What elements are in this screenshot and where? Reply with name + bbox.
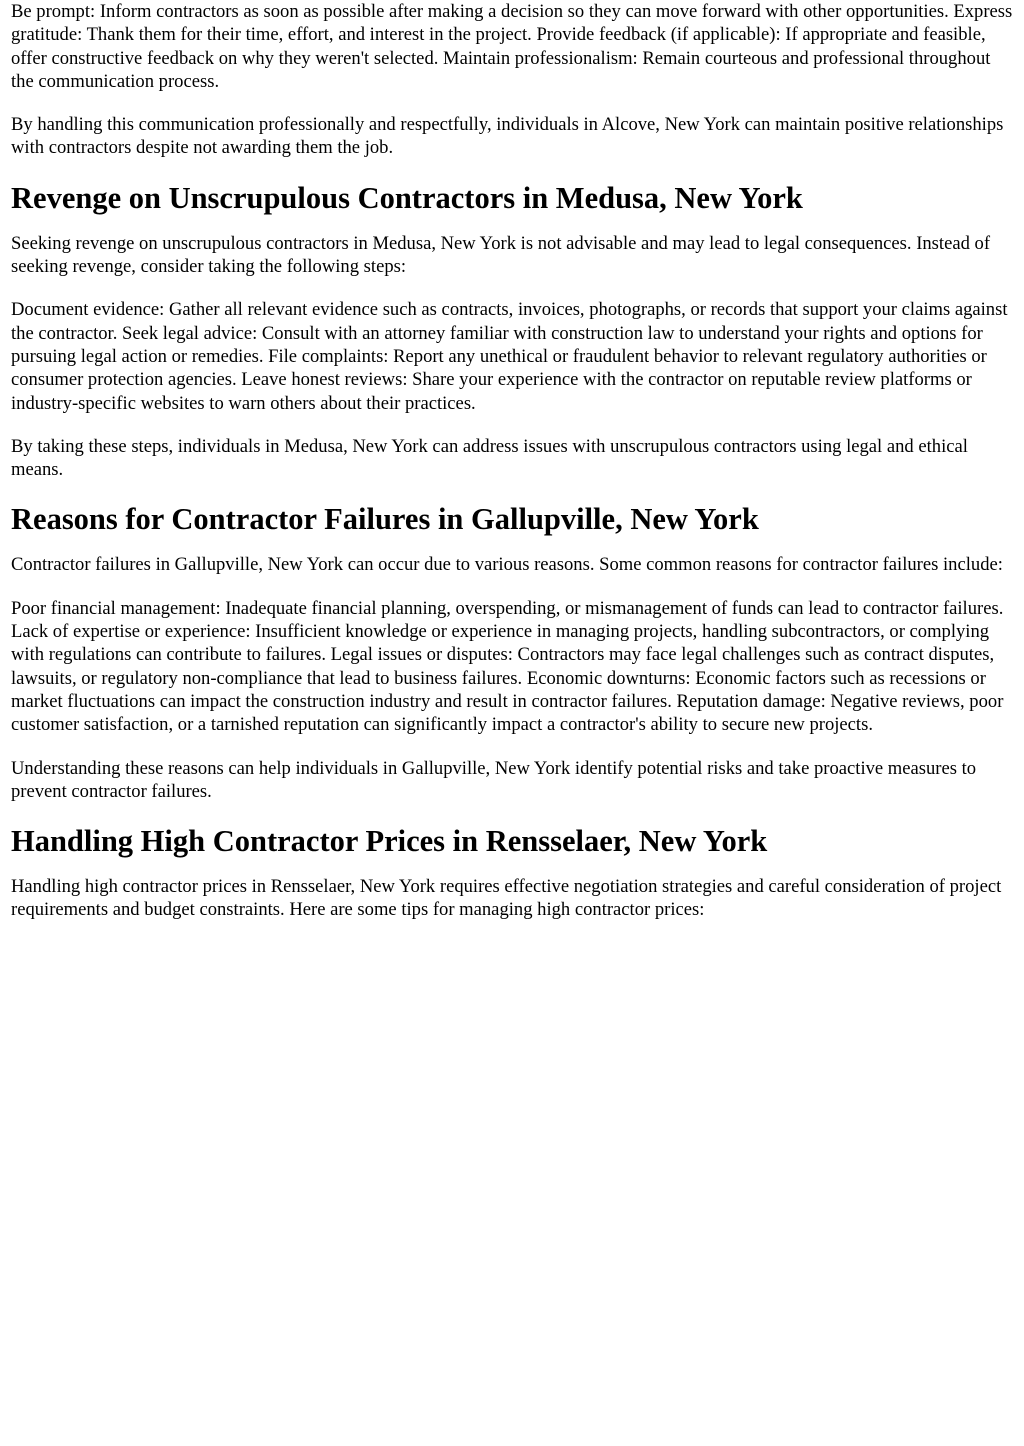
paragraph: Contractor failures in Gallupville, New York can occur due to various reasons. Some common reasons for contractor failures include: <box>11 554 1003 576</box>
paragraph: Poor financial management: Inadequate financial planning, overspending, or mismanagement of funds can lead to contractor failures. Lack of expertise or experience: Insufficient knowledge or experience in managing projects, handling subcontractors, or complying with regulations can contribute to failures. Legal issues or disputes: Contractors may face legal challenges such as contract disputes, lawsuits, or regulatory non-compliance that lead to business failures. Economic downturns: Economic factors such as recessions or market fluctuations can impact the construction industry and result in contractor failures. Reputation damage: Negative reviews, poor customer satisfaction, or a tarnished reputation can significantly impact a contractor's ability to secure new projects. <box>11 597 1004 736</box>
section-heading: Revenge on Unscrupulous Contractors in Medusa, New York <box>11 180 803 215</box>
paragraph: Be prompt: Inform contractors as soon as possible after making a decision so they can move forward with other opportunities. Express gratitude: Thank them for their time, effort, and interest in the project. Provide feedback (if applicable): If appropriate and feasible, offer constructive feedback on why they weren't selected. Maintain professionalism: Remain courteous and professional throughout the communication process. <box>11 1 1013 92</box>
section-heading: Handling High Contractor Prices in Rensselaer, New York <box>11 824 768 859</box>
section-heading: Reasons for Contractor Failures in Gallupville, New York <box>11 502 759 537</box>
paragraph: Document evidence: Gather all relevant evidence such as contracts, invoices, photographs, or records that support your claims against the contractor. Seek legal advice: Consult with an attorney familiar with construction law to understand your rights and options for pursuing legal action or remedies. File complaints: Report any unethical or fraudulent behavior to relevant regulatory authorities or consumer protection agencies. Leave honest reviews: Share your experience with the contractor on reputable review platforms or industry-specific websites to warn others about their practices. <box>11 299 1008 414</box>
paragraph: By taking these steps, individuals in Medusa, New York can address issues with unscrupulous contractors using legal and ethical means. <box>11 435 968 481</box>
paragraph: Seeking revenge on unscrupulous contractors in Medusa, New York is not advisable and may lead to legal consequences. Instead of seeking revenge, consider taking the following steps: <box>11 232 991 278</box>
paragraph: By handling this communication professionally and respectfully, individuals in Alcove, New York can maintain positive relationships with contractors despite not awarding them the job. <box>11 114 1004 159</box>
paragraph: Understanding these reasons can help individuals in Gallupville, New York identify potential risks and take proactive measures to prevent contractor failures. <box>11 757 977 802</box>
paragraph: Handling high contractor prices in Rensselaer, New York requires effective negotiation strategies and careful consideration of project requirements and budget constraints. Here are some tips for managing high contractor prices: <box>11 876 1002 921</box>
